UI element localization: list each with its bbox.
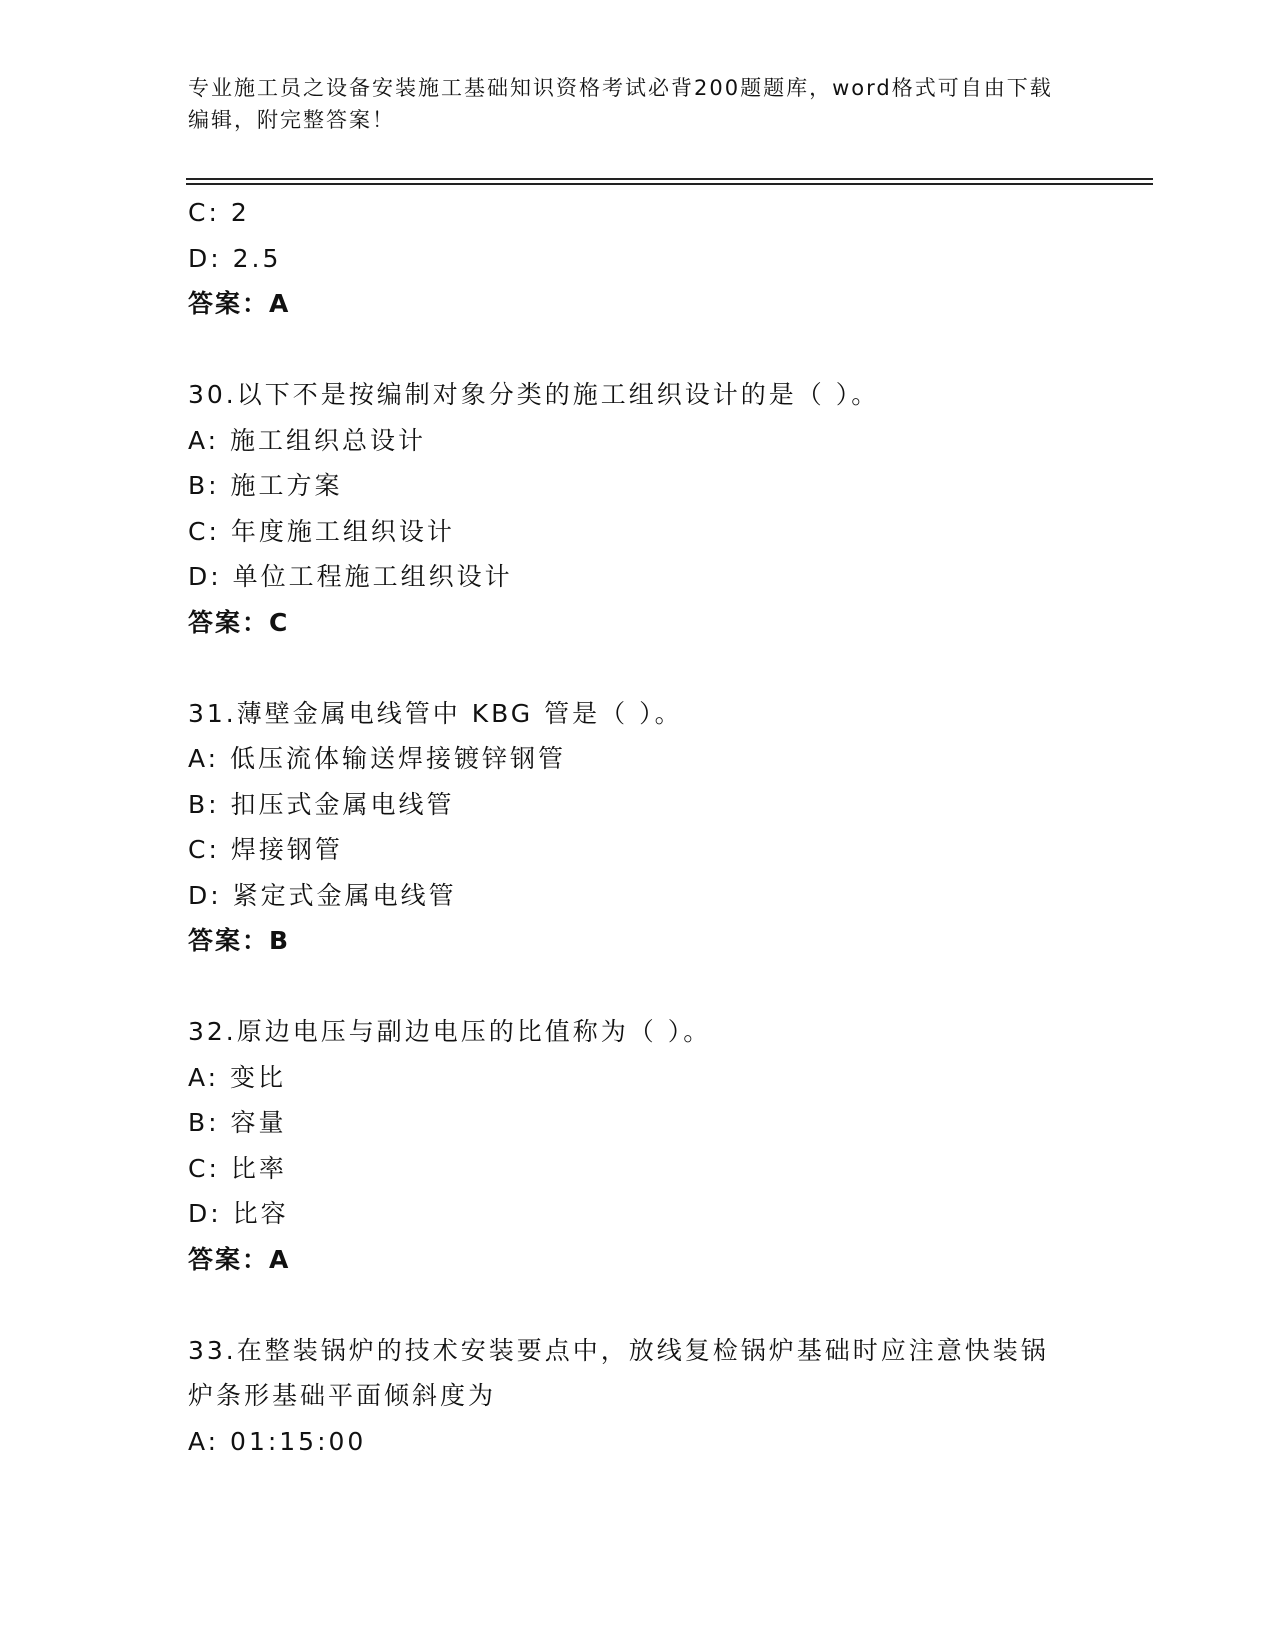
question-stem-line-1: 33.在整装锅炉的技术安装要点中，放线复检锅炉基础时应注意快装锅 [188, 1335, 1049, 1365]
question-33 [188, 1328, 1108, 1465]
spacer [188, 964, 1108, 1010]
question-stem: 30.以下不是按编制对象分类的施工组织设计的是（ ）。 [188, 380, 880, 409]
question-list [188, 190, 1108, 1464]
question-31 [188, 691, 1108, 964]
header-divider-top [186, 178, 1153, 180]
option-d: D: 2.5 [188, 243, 282, 273]
option-a: A: 变比 [188, 1062, 287, 1092]
question-stem-line-2: 炉条形基础平面倾斜度为 [188, 1381, 497, 1410]
answer-label: 答案：B [188, 926, 291, 955]
option-c: C: 比率 [188, 1153, 287, 1183]
option-d: D: 紧定式金属电线管 [188, 880, 457, 910]
question-32 [188, 1009, 1108, 1282]
header-divider-bottom [186, 183, 1153, 185]
document-title: 专业施工员之设备安装施工基础知识资格考试必背200题题库，word格式可自由下载编辑，附完整答案！ [188, 76, 1053, 132]
option-b: B: 容量 [188, 1108, 287, 1137]
answer-label: 答案：A [188, 289, 291, 318]
option-b: B: 扣压式金属电线管 [188, 789, 455, 819]
option-d: D: 单位工程施工组织设计 [188, 562, 513, 591]
option-d: D: 比容 [188, 1199, 289, 1228]
option-a: A: 低压流体输送焊接镀锌钢管 [188, 744, 567, 773]
spacer [188, 327, 1108, 373]
option-c: C: 2 [188, 198, 250, 227]
previous-question-tail [188, 190, 1108, 327]
document-header [188, 72, 1068, 136]
spacer [188, 1282, 1108, 1328]
option-c: C: 年度施工组织设计 [188, 516, 455, 546]
option-a: A: 施工组织总设计 [188, 425, 427, 455]
option-c: C: 焊接钢管 [188, 835, 343, 864]
question-stem: 31.薄壁金属电线管中 KBG 管是（ ）。 [188, 698, 683, 728]
question-30 [188, 372, 1108, 645]
option-b: B: 施工方案 [188, 471, 343, 500]
option-a: A: 01:15:00 [188, 1426, 367, 1456]
question-stem: 32.原边电压与副边电压的比值称为（ ）。 [188, 1017, 712, 1046]
spacer [188, 645, 1108, 691]
answer-label: 答案：C [188, 607, 290, 637]
answer-label: 答案：A [188, 1244, 291, 1274]
